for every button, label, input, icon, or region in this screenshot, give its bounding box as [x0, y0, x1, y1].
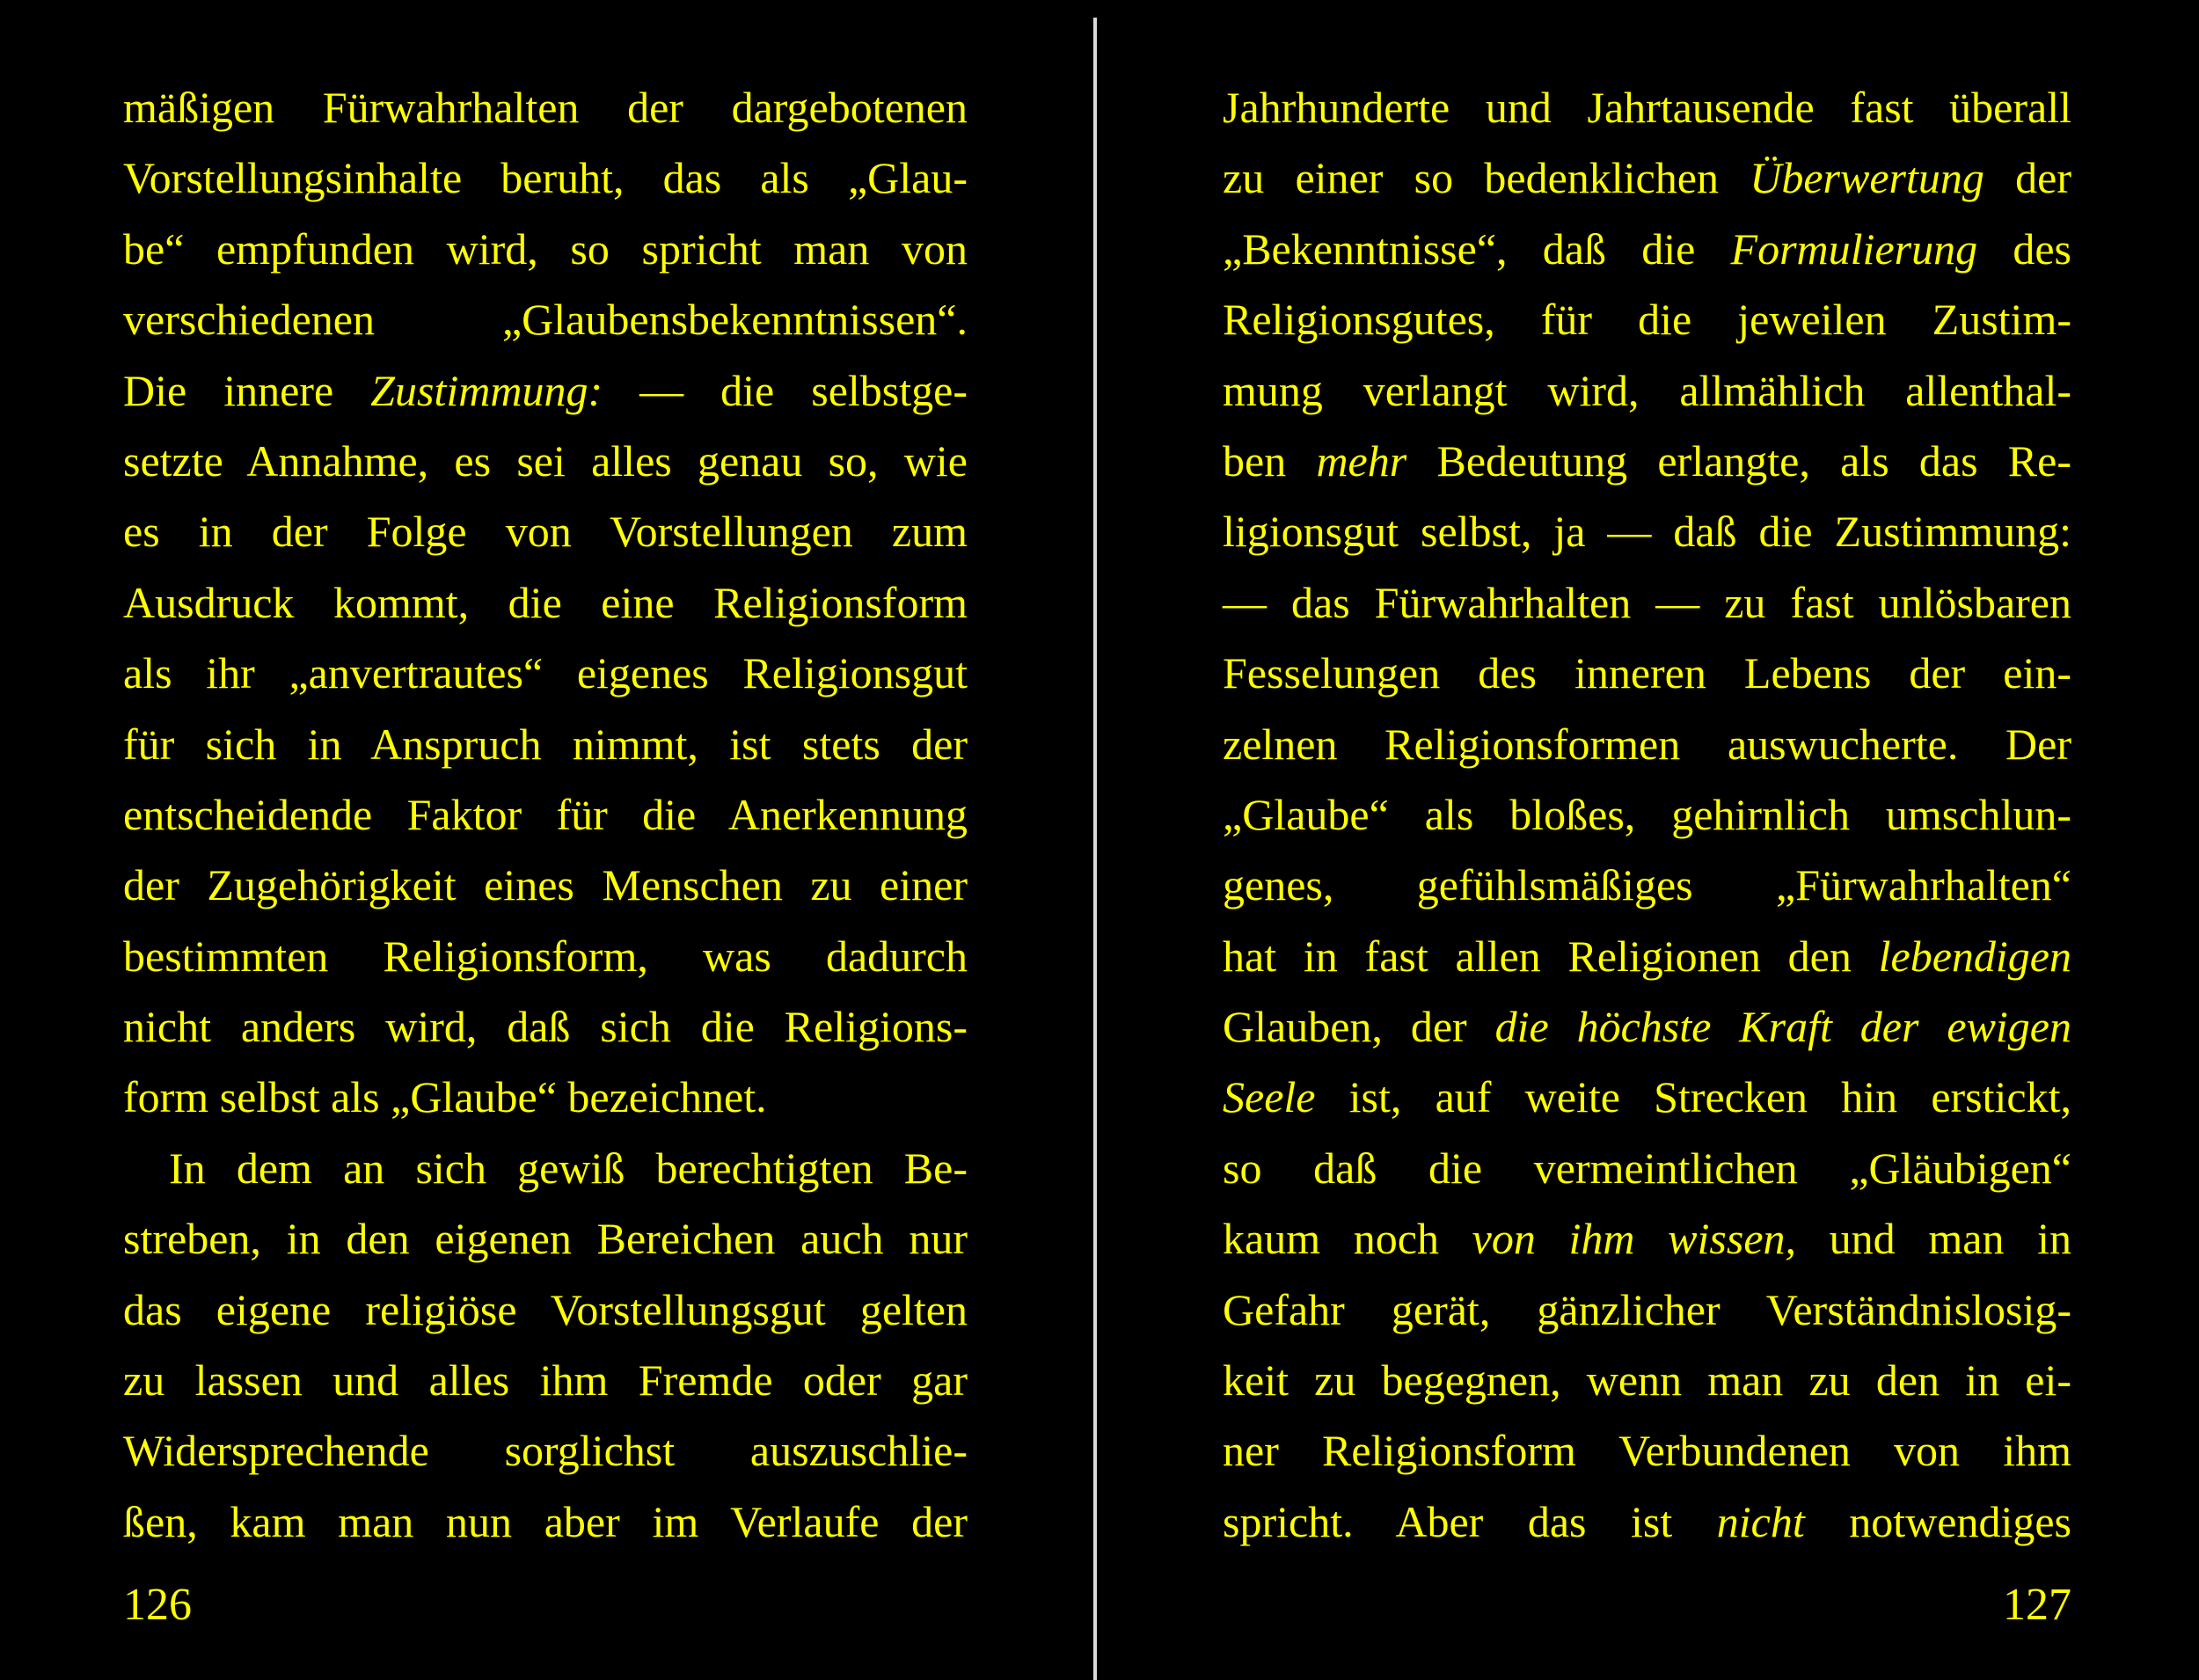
line-text: als ihr „anvertrautes“ eigenes Religionsgut [123, 648, 968, 698]
text-line [123, 214, 968, 284]
line-text: der Zugehörigkeit eines Menschen zu einer [123, 860, 968, 910]
text-line [1223, 426, 2071, 496]
line-text: so daß die vermeintlichen „Gläubigen“ [1223, 1143, 2071, 1193]
line-text: Gefahr gerät, gänzlicher Verständnislosig- [1223, 1284, 2071, 1334]
emphasis-text: lebendigen [1878, 931, 2071, 981]
line-text: Die innere [123, 365, 371, 415]
emphasis-text: von ihm wissen, [1472, 1214, 1797, 1264]
text-line [1223, 1486, 2071, 1557]
text-line [1223, 638, 2071, 708]
line-text: kaum noch [1223, 1214, 1472, 1264]
text-line [123, 638, 968, 708]
line-text: streben, in den eigenen Bereichen auch nur [123, 1214, 968, 1264]
page-number: 126 [123, 1580, 192, 1630]
emphasis-text: Formulierung [1730, 223, 1978, 274]
text-line [1223, 72, 2071, 142]
line-text: „Bekenntnisse“, daß die [1223, 223, 1731, 274]
text-line [123, 779, 968, 850]
text-line [123, 284, 968, 354]
line-text: keit zu begegnen, wenn man zu den in ei- [1223, 1355, 2071, 1406]
line-text: „Glaube“ als bloßes, gehirnlich umschlun- [1223, 789, 2071, 839]
emphasis-text: Überwertung [1750, 153, 1984, 203]
text-line [1223, 355, 2071, 426]
text-line [1223, 850, 2071, 920]
line-text: das eigene religiöse Vorstellungsgut gelten [123, 1284, 968, 1334]
line-text: es in der Folge von Vorstellungen zum [123, 507, 968, 557]
right-page [1100, 0, 2199, 1680]
text-line [1223, 1275, 2071, 1345]
line-text: Bedeutung erlangte, als das Re- [1406, 435, 2071, 486]
text-line [1223, 284, 2071, 354]
line-text: hat in fast allen Religionen den [1223, 931, 1879, 981]
line-text: nicht anders wird, daß sich die Religions- [123, 1002, 968, 1052]
text-line [123, 709, 968, 779]
text-line [1223, 1203, 2071, 1274]
text-line [1223, 921, 2071, 991]
emphasis-text: die höchste Kraft der ewigen [1494, 1002, 2071, 1052]
text-line [123, 426, 968, 496]
text-line [123, 496, 968, 566]
text-line [123, 142, 968, 213]
right-page-text [1223, 72, 2071, 1557]
line-text: spricht. Aber das ist [1223, 1496, 1717, 1546]
left-page-text [123, 72, 968, 1557]
book-gutter [1093, 18, 1097, 1680]
text-line [1223, 1133, 2071, 1203]
line-text: mäßigen Fürwahrhalten der dargebotenen [123, 83, 968, 132]
line-text: be“ empfunden wird, so spricht man von [123, 223, 968, 274]
text-line [123, 72, 968, 142]
left-page [0, 0, 1091, 1680]
text-line [123, 1345, 968, 1415]
text-line [123, 1486, 968, 1557]
text-line [123, 850, 968, 920]
text-line [123, 1062, 968, 1132]
line-text: form selbst als „Glaube“ bezeichnet. [123, 1072, 767, 1122]
line-text: notwendiges [1804, 1496, 2072, 1546]
text-line [1223, 496, 2071, 566]
page-number: 127 [2003, 1580, 2071, 1630]
line-text: Glauben, der [1223, 1002, 1495, 1052]
line-text: verschiedenen „Glaubensbekenntnissen“. [123, 295, 968, 345]
line-text: ist, auf weite Strecken hin erstickt, [1315, 1072, 2071, 1122]
line-text: Widersprechende sorglichst auszuschlie- [123, 1426, 968, 1476]
text-line [123, 1133, 968, 1203]
text-line [1223, 1415, 2071, 1486]
text-line [123, 1275, 968, 1345]
line-text: für sich in Anspruch nimmt, ist stets der [123, 719, 968, 769]
line-text: genes, gefühlsmäßiges „Fürwahrhalten“ [1223, 860, 2071, 910]
emphasis-text: Zustimmung: [370, 365, 603, 415]
text-line [1223, 214, 2071, 284]
text-line [1223, 779, 2071, 850]
text-line [123, 567, 968, 638]
line-text: Jahrhunderte und Jahrtausende fast überall [1223, 83, 2071, 132]
line-text: ßen, kam man nun aber im Verlaufe der [123, 1496, 968, 1546]
text-line [1223, 1345, 2071, 1415]
text-line [1223, 709, 2071, 779]
text-line [123, 991, 968, 1062]
emphasis-text: nicht [1716, 1496, 1805, 1546]
line-text: Religionsgutes, für die jeweilen Zustim- [1223, 295, 2071, 345]
emphasis-text: mehr [1316, 435, 1407, 486]
line-text: entscheidende Faktor für die Anerkennung [123, 789, 968, 839]
text-line [123, 921, 968, 991]
line-text: und man in [1796, 1214, 2072, 1264]
text-line [123, 355, 968, 426]
text-line [123, 1415, 968, 1486]
line-text: Fesselungen des inneren Lebens der ein- [1223, 648, 2071, 698]
line-text: des [1977, 223, 2071, 274]
line-text: ben [1223, 435, 1317, 486]
emphasis-text: Seele [1223, 1072, 1316, 1122]
line-text: In dem an sich gewiß berechtigten Be- [169, 1143, 968, 1193]
line-text: Ausdruck kommt, die eine Religionsform [123, 577, 968, 627]
text-line [1223, 567, 2071, 638]
text-line [123, 1203, 968, 1274]
line-text: Vorstellungsinhalte beruht, das als „Glau- [123, 153, 968, 203]
line-text: mung verlangt wird, allmählich allenthal- [1223, 365, 2071, 415]
text-line [1223, 1062, 2071, 1132]
text-line [1223, 142, 2071, 213]
line-text: ner Religionsform Verbundenen von ihm [1223, 1426, 2071, 1476]
line-text: bestimmten Religionsform, was dadurch [123, 931, 968, 981]
line-text: — das Fürwahrhalten — zu fast unlösbaren [1223, 577, 2071, 627]
line-text: der [1983, 153, 2071, 203]
line-text: zu einer so bedenklichen [1223, 153, 1750, 203]
line-text: zu lassen und alles ihm Fremde oder gar [123, 1355, 968, 1406]
line-text: ligionsgut selbst, ja — daß die Zustimmung: [1223, 507, 2071, 557]
text-line [1223, 991, 2071, 1062]
line-text: zelnen Religionsformen auswucherte. Der [1223, 719, 2071, 769]
line-text: — die selbstge- [603, 365, 968, 415]
line-text: setzte Annahme, es sei alles genau so, wie [123, 435, 968, 486]
